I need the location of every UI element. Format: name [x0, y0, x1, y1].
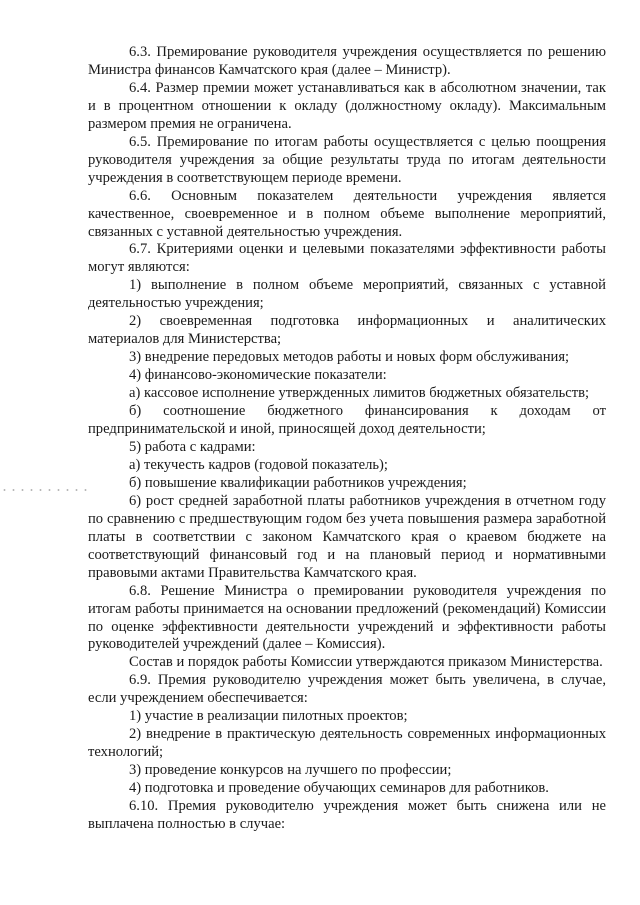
list-item-6-9-2: 2) внедрение в практическую деятельность современных информационных технологий; [88, 726, 606, 761]
scan-artifact-dots [0, 489, 88, 491]
paragraph-6-5: 6.5. Премирование по итогам работы осуществляется с целью поощрения руководителя учреждения за общие результаты труда по итогам деятельности учреждения в соответствующем периоде времени. [88, 133, 606, 186]
paragraph-6-6: 6.6. Основным показателем деятельности учреждения является качественное, своевременное и в полном объеме выполнение мероприятий, связанных с уставной деятельностью учреждения. [88, 187, 606, 240]
paragraph-6-4: 6.4. Размер премии может устанавливаться как в абсолютном значении, так и в процентном отношении к окладу (должностному окладу). Максимальным размером премия не ограничена. [88, 79, 606, 132]
paragraph-6-7: 6.7. Критериями оценки и целевыми показателями эффективности работы могут являются: [88, 241, 606, 276]
paragraph-6-3: 6.3. Премирование руководителя учреждения осуществляется по решению Министра финансов Камчатского края (далее – Министр). [88, 44, 606, 78]
list-item-6-9-1: 1) участие в реализации пилотных проектов; [129, 708, 408, 725]
list-item-4b: б) соотношение бюджетного финансирования к доходам от предпринимательской и иной, приносящей доход деятельности; [88, 403, 606, 438]
list-item-6-9-3: 3) проведение конкурсов на лучшего по профессии; [129, 762, 452, 779]
list-item-6: 6) рост средней заработной платы работников учреждения в отчетном году по сравнению с предшествующим годом без учета повышения размера заработной платы в соответствии с законом Камчатского края о краевом бюджете на соответствующий финансовый год и на плановый период и нормативными правовыми актами Правительства Камчатского края. [88, 492, 606, 581]
list-item-6-9-4: 4) подготовка и проведение обучающих семинаров для работников. [129, 780, 549, 797]
list-item-5: 5) работа с кадрами: [129, 438, 256, 455]
list-item-5b: б) повышение квалификации работников учреждения; [129, 474, 467, 491]
list-item-1: 1) выполнение в полном объеме мероприятий, связанных с уставной деятельностью учреждения; [88, 277, 606, 312]
paragraph-6-8: 6.8. Решение Министра о премировании руководителя учреждения по итогам работы принимается на основании предложений (рекомендаций) Комиссии по оценке эффективности деятельности учреждений и эффективности работы руководителей учреждений (далее – Комиссия). [88, 582, 606, 653]
list-item-2: 2) своевременная подготовка информационных и аналитических материалов для Министерства; [88, 313, 606, 348]
list-item-4a: а) кассовое исполнение утвержденных лимитов бюджетных обязательств; [129, 385, 590, 402]
list-item-3: 3) внедрение передовых методов работы и новых форм обслуживания; [129, 349, 570, 366]
paragraph-6-10: 6.10. Премия руководителю учреждения может быть снижена или не выплачена полностью в случае: [88, 798, 606, 832]
document-body [88, 44, 606, 834]
list-item-4: 4) финансово-экономические показатели: [129, 367, 387, 384]
paragraph-commission: Состав и порядок работы Комиссии утверждаются приказом Министерства. [129, 654, 603, 671]
list-item-5a: а) текучесть кадров (годовой показатель); [129, 456, 388, 473]
paragraph-6-9: 6.9. Премия руководителю учреждения может быть увеличена, в случае, если учреждением обеспечивается: [88, 672, 606, 707]
